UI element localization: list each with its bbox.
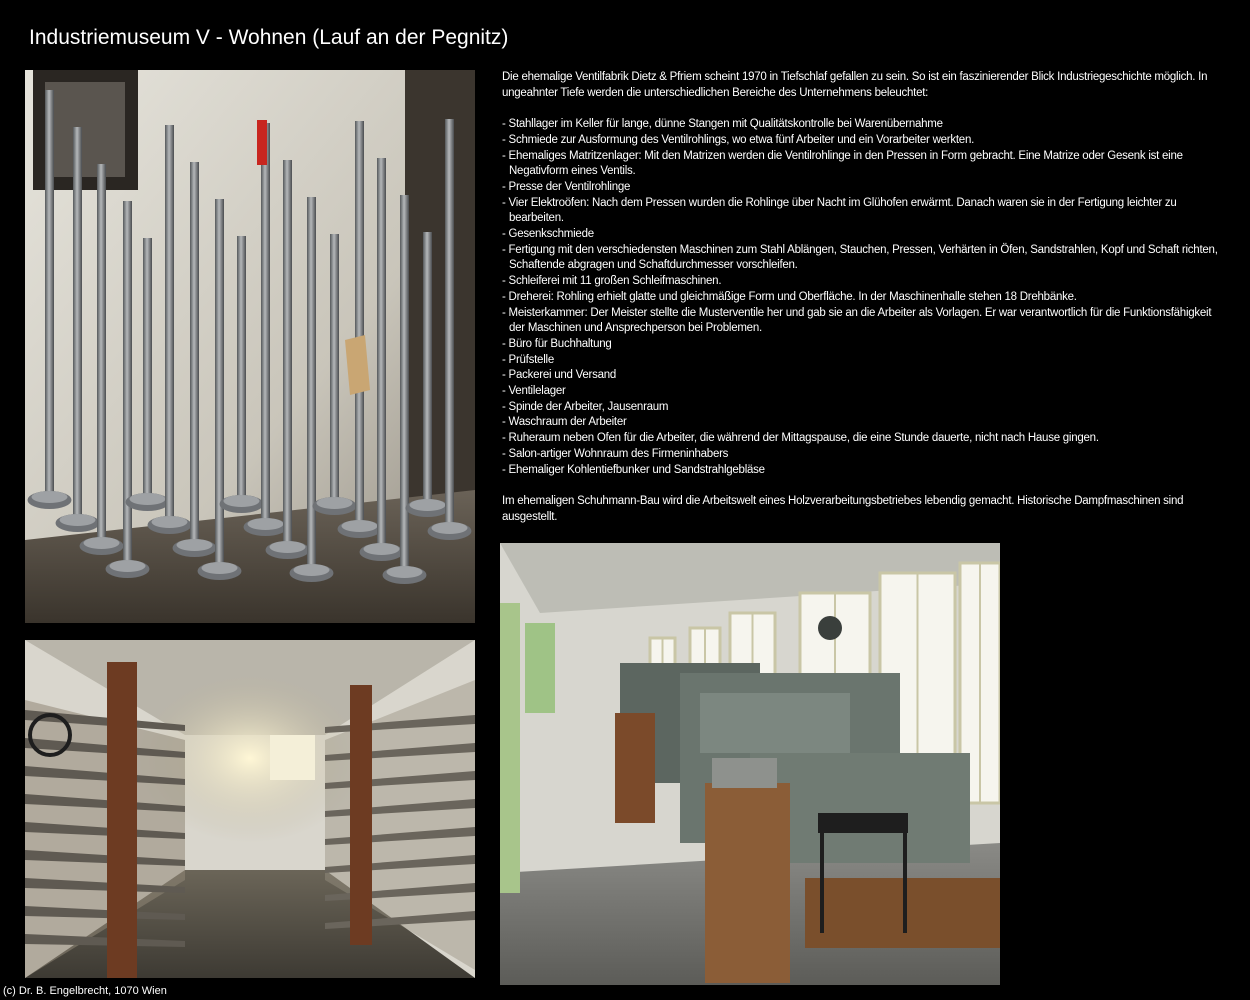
list-item: - Ehemaliges Matritzenlager: Mit den Matrizen werden die Ventilrohlinge in den Pressen in Form gebracht. Eine Matrize oder Gesenk ist eine Negativform eines Ventils.: [502, 149, 1183, 178]
list-item: - Gesenkschmiede: [502, 228, 594, 241]
list-item: - Fertigung mit den verschiedensten Maschinen zum Stahl Ablängen, Stauchen, Pressen, Verhärten in Öfen, Sandstrahlen, Kopf und Schaft richten, Schaftende abgragen und Schaftdurchmesser vorschleifen.: [502, 243, 1218, 272]
list-item: - Büro für Buchhaltung: [502, 337, 612, 350]
list-item: - Presse der Ventilrohlinge: [502, 180, 631, 193]
list-item: - Ruheraum neben Ofen für die Arbeiter, die während der Mittagspause, die eine Stunde dauerte, nicht nach Hause gingen.: [502, 432, 1099, 445]
list-item: - Dreherei: Rohling erhielt glatte und gleichmäßige Form und Oberfläche. In der Maschinenhalle stehen 18 Drehbänke.: [502, 290, 1077, 303]
photo-valve-blanks[interactable]: [25, 70, 475, 623]
copyright-footer: (c) Dr. B. Engelbrecht, 1070 Wien: [3, 985, 167, 997]
list-item: - Prüfstelle: [502, 353, 554, 366]
photo-machine-hall[interactable]: [500, 543, 1000, 985]
list-item: - Ehemaliger Kohlentiefbunker und Sandstrahlgebläse: [502, 463, 765, 476]
description-text: [502, 70, 1227, 525]
list-item: - Vier Elektroöfen: Nach dem Pressen wurden die Rohlinge über Nacht im Glühofen erwärmt. Danach waren sie in der Fertigung leichter zu bearbeiten.: [502, 196, 1177, 225]
photo-steel-storage-cellar[interactable]: [25, 640, 475, 978]
valve-blanks-image: [25, 70, 475, 623]
intro-paragraph: Die ehemalige Ventilfabrik Dietz & Pfriem scheint 1970 in Tiefschlaf gefallen zu sein. So ist ein faszinierender Blick Industriegeschichte möglich. In ungeahnter Tiefe werden die unterschiedlichen Bereiche des Unternehmens beleuchtet:: [502, 71, 1208, 99]
list-item: - Schmiede zur Ausformung des Ventilrohlings, wo etwa fünf Arbeiter und ein Vorarbeiter werkten.: [502, 133, 975, 146]
list-item: - Waschraum der Arbeiter: [502, 416, 627, 429]
machine-hall-image: [500, 543, 1000, 985]
list-item: - Spinde der Arbeiter, Jausenraum: [502, 400, 669, 413]
page-title: Industriemuseum V - Wohnen (Lauf an der Pegnitz): [29, 26, 509, 49]
list-item: - Salon-artiger Wohnraum des Firmeninhabers: [502, 447, 729, 460]
list-item: - Packerei und Versand: [502, 369, 617, 382]
steel-storage-image: [25, 640, 475, 978]
department-list: [502, 117, 1227, 478]
list-item: - Schleiferei mit 11 großen Schleifmaschinen.: [502, 275, 722, 288]
outro-paragraph: Im ehemaligen Schuhmann-Bau wird die Arbeitswelt eines Holzverarbeitungsbetriebes lebendig gemacht. Historische Dampfmaschinen sind ausgestellt.: [502, 494, 1184, 523]
list-item: - Ventilelager: [502, 385, 566, 398]
list-item: - Meisterkammer: Der Meister stellte die Musterventile her und gab sie an die Arbeiter als Vorlagen. Er war verantwortlich für die Funktionsfähigkeit der Maschinen und Ansprechperson bei Problemen.: [502, 306, 1212, 335]
list-item: - Stahllager im Keller für lange, dünne Stangen mit Qualitätskontrolle bei Warenübernahme: [502, 118, 943, 131]
